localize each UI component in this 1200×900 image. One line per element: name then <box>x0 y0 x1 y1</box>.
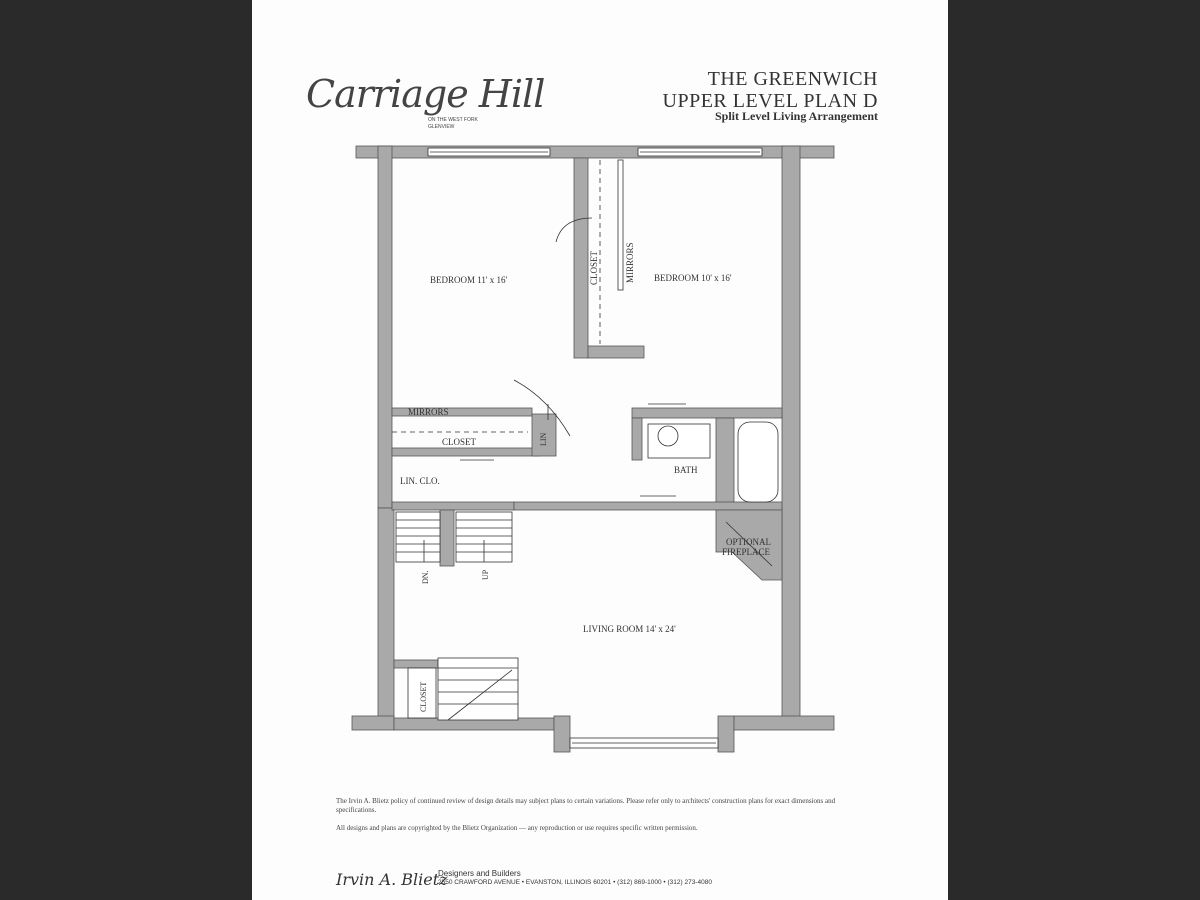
label-living-room: LIVING ROOM 14' x 24' <box>583 624 676 634</box>
label-closet-vertical: CLOSET <box>589 250 599 285</box>
plan-title: THE GREENWICH <box>707 68 878 90</box>
right-wall <box>782 146 800 721</box>
closet-wall <box>574 158 588 358</box>
label-bedroom-1: BEDROOM 11' x 16' <box>430 275 508 285</box>
bath-left-wall <box>632 418 642 460</box>
copyright-note: All designs and plans are copyrighted by the Blietz Organization — any reproduction or use requires specific written permission. <box>336 824 698 832</box>
stair-divider <box>440 510 454 566</box>
disclaimer-note: The Irvin A. Blietz policy of continued review of design details may subject plans to certain variations. Please refer only to architects' construction plans for exact dimensions and specifications. <box>336 797 836 814</box>
label-closet-small: CLOSET <box>419 681 428 712</box>
stair-top-wall <box>392 502 514 510</box>
bottom-wall-left <box>352 716 394 730</box>
firm-name: Designers and Builders <box>438 869 521 878</box>
label-stair-up: UP <box>481 569 490 580</box>
tub-wall <box>716 418 734 506</box>
plan-subtitle: UPPER LEVEL PLAN D <box>662 90 878 112</box>
left-wall-lower <box>378 508 394 723</box>
closet-wall-bottom <box>588 346 644 358</box>
logo-sub-line2: GLENVIEW <box>428 124 455 130</box>
closet-bottom-wall <box>392 448 540 456</box>
living-top-wall <box>514 502 782 510</box>
label-mirrors: MIRRORS <box>408 407 449 417</box>
logo-sub-line1: ON THE WEST FORK <box>428 117 478 123</box>
label-linen-closet: LIN. CLO. <box>400 476 440 486</box>
bath-top-wall <box>632 408 782 418</box>
label-bath: BATH <box>674 465 698 475</box>
label-stair-down: DN. <box>421 570 430 584</box>
label-linen: LIN <box>539 432 548 446</box>
firm-address: 2550 CRAWFORD AVENUE • EVANSTON, ILLINOIS 60201 • (312) 869-1000 • (312) 273-4080 <box>438 879 712 886</box>
label-fireplace-1: OPTIONAL <box>726 537 771 547</box>
small-closet-top <box>394 660 438 668</box>
left-wall-upper <box>378 146 392 508</box>
label-closet: CLOSET <box>442 437 477 447</box>
bay-left <box>554 716 570 752</box>
blietz-signature: Irvin A. Blietz <box>336 870 448 889</box>
label-fireplace-2: FIREPLACE <box>722 547 771 557</box>
bottom-wall-right <box>734 716 834 730</box>
carriage-hill-logo: Carriage Hill <box>306 72 545 116</box>
plan-caption: Split Level Living Arrangement <box>715 109 878 123</box>
label-mirrors-vertical: MIRRORS <box>625 242 635 283</box>
label-bedroom-2: BEDROOM 10' x 16' <box>654 273 732 283</box>
bay-right <box>718 716 734 752</box>
